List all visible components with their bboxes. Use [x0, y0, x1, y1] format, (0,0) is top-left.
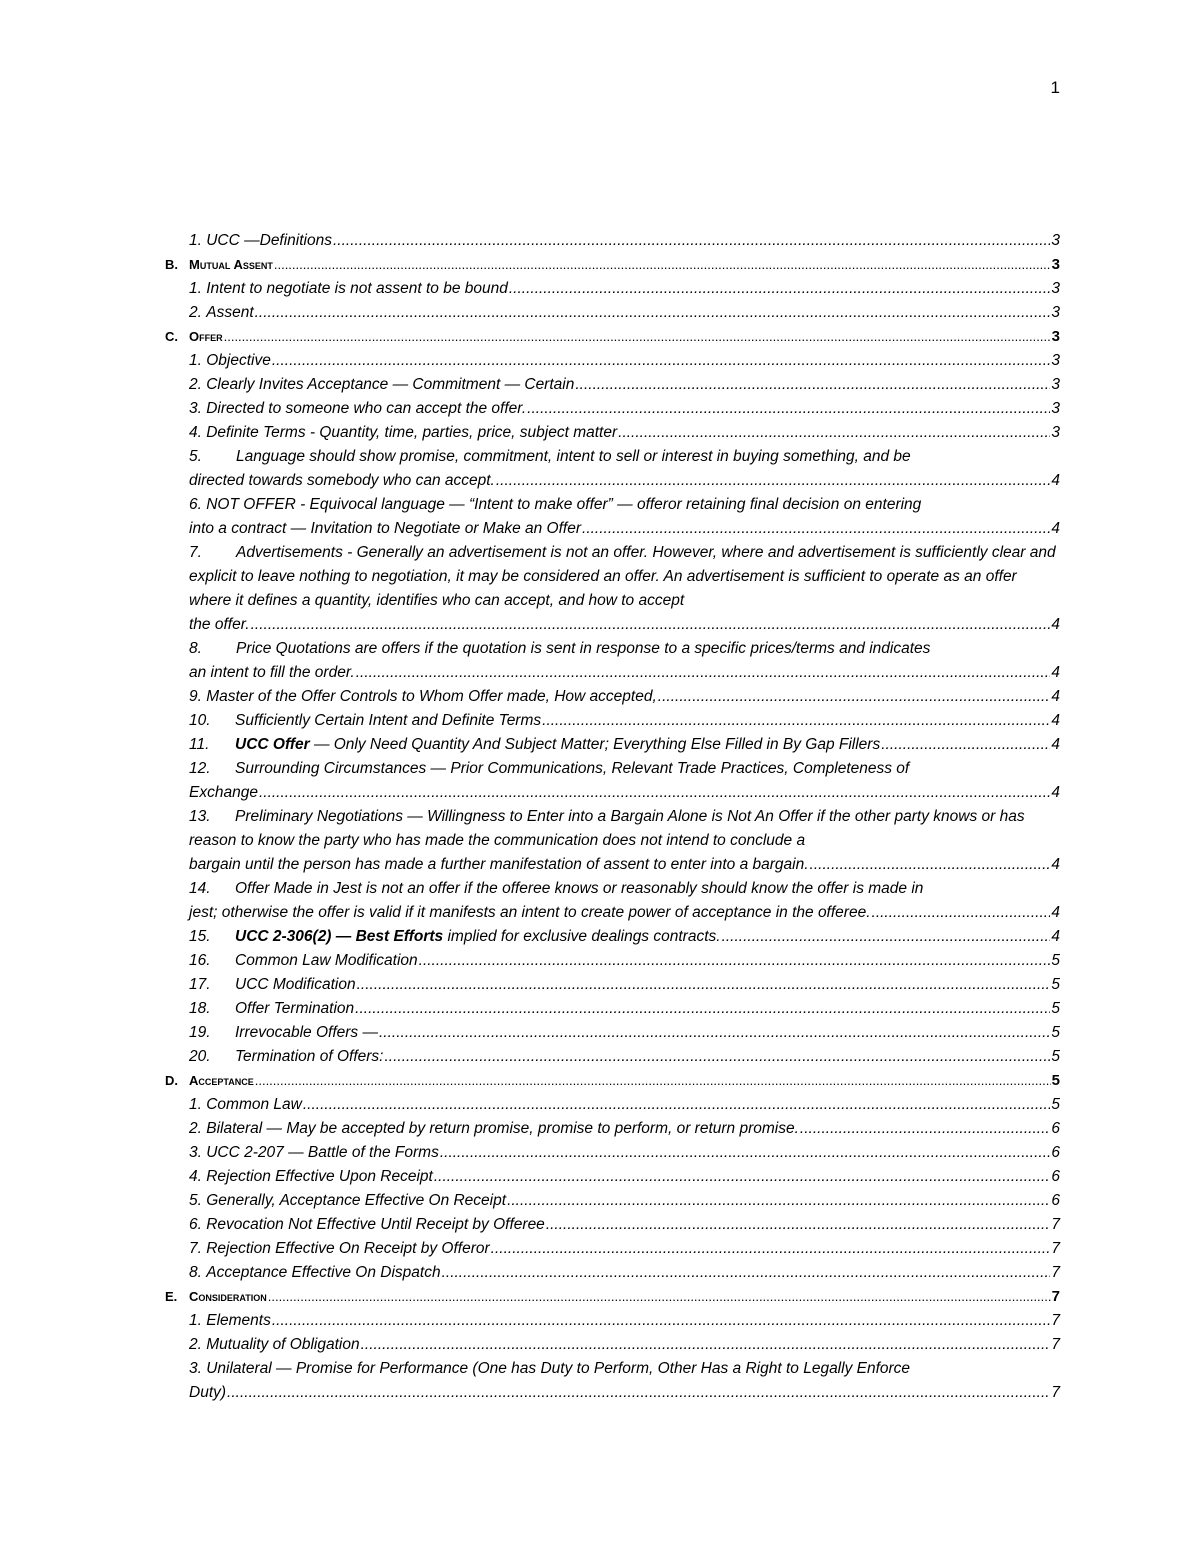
toc-item-title: UCC Modification: [235, 976, 356, 993]
toc-item-number: 17.: [189, 976, 211, 993]
toc-item-text: Language should show promise, commitment, intent to sell or interest in buying something, and be: [236, 448, 911, 465]
toc-item-title: an intent to fill the order.: [189, 664, 355, 681]
toc-dot-leader: [575, 373, 1050, 397]
toc-item-text: NOT OFFER - Equivocal language — “Intent to make offer” — offeror retaining final decision on entering: [206, 496, 922, 513]
toc-item-text: Advertisements - Generally an advertisement is not an offer. However, where and advertisement is sufficiently clear and explicit to leave nothing to negotiation, it may be considered an offer. An advertisement is sufficient to operate as an offer where it defines a quantity, identifies who can accept, and how to accept: [189, 544, 1056, 609]
toc-item-title: Rejection Effective Upon Receipt: [206, 1168, 433, 1185]
toc-dot-leader: [272, 349, 1051, 373]
toc-item-number: 1.: [189, 1312, 207, 1329]
toc-dot-leader: [356, 661, 1051, 685]
toc-page-number: 3: [1051, 352, 1060, 369]
toc-entry[interactable]: [165, 685, 1060, 709]
toc-dot-leader: [434, 1165, 1051, 1189]
toc-entry[interactable]: [165, 1021, 1060, 1045]
toc-item-number: 5.: [189, 1192, 207, 1209]
toc-entry[interactable]: [165, 325, 1060, 349]
toc-item-title: Clearly Invites Acceptance — Commitment — Certain: [206, 376, 575, 393]
toc-item-title: Offer Termination: [235, 1000, 355, 1017]
toc-item-title: Intent to negotiate is not assent to be bound: [206, 280, 508, 297]
toc-entry[interactable]: [165, 301, 1060, 325]
toc-section-title: Consideration: [189, 1289, 267, 1304]
toc-entry-row: [189, 853, 1060, 877]
toc-section-title: Acceptance: [189, 1073, 254, 1088]
toc-item-number: 13.: [189, 808, 211, 825]
toc-item-number: 20.: [189, 1048, 211, 1065]
toc-dot-leader: [333, 229, 1050, 253]
toc-entry[interactable]: [165, 373, 1060, 397]
toc-entry[interactable]: [165, 1285, 1060, 1309]
toc-entry-row: [189, 685, 1060, 709]
toc-page-number: 7: [1051, 1288, 1060, 1305]
toc-page-number: 4: [1051, 520, 1060, 537]
toc-entry[interactable]: [165, 757, 1060, 805]
toc-dot-leader: [355, 997, 1050, 1021]
toc-entry[interactable]: [165, 805, 1060, 877]
toc-page-number: 6: [1051, 1120, 1060, 1137]
toc-item-title: Objective: [206, 352, 271, 369]
toc-item-title: Directed to someone who can accept the offer.: [206, 400, 527, 417]
toc-page-number: 5: [1051, 1072, 1060, 1089]
toc-entry[interactable]: [165, 1237, 1060, 1261]
toc-entry-row: [189, 301, 1060, 325]
toc-page-number: 4: [1051, 688, 1060, 705]
toc-item-text-lead: [189, 493, 1060, 517]
toc-item-text-lead: [189, 805, 1060, 853]
toc-item-title: Irrevocable Offers —: [235, 1024, 378, 1041]
toc-entry-row: [189, 1093, 1060, 1117]
toc-section-title: Offer: [189, 329, 223, 344]
toc-entry[interactable]: [165, 1117, 1060, 1141]
toc-dot-leader: [255, 1069, 1051, 1093]
toc-dot-leader: [722, 925, 1051, 949]
toc-entry-row: [189, 469, 1060, 493]
toc-item-title: Common Law: [206, 1096, 302, 1113]
toc-dot-leader: [274, 253, 1051, 277]
toc-entry-row: [189, 661, 1060, 685]
toc-page-number: 5: [1051, 1048, 1060, 1065]
toc-entry-row: [189, 1381, 1060, 1405]
toc-dot-leader: [618, 421, 1050, 445]
toc-entry-row: [165, 1069, 1060, 1093]
toc-page-number: 7: [1051, 1264, 1060, 1281]
toc-entry-row: [189, 397, 1060, 421]
toc-item-text: Preliminary Negotiations — Willingness to Enter into a Bargain Alone is Not An Offer if the other party knows or has reason to know the party who has made the communication does not intend to conclude a: [189, 808, 1025, 849]
toc-page-number: 7: [1051, 1384, 1060, 1401]
toc-entry[interactable]: [165, 1045, 1060, 1069]
toc-entry-row: [189, 421, 1060, 445]
toc-section-title: Mutual Assent: [189, 257, 273, 272]
toc-item-number: 7.: [189, 1240, 207, 1257]
toc-page-number: 5: [1051, 1024, 1060, 1041]
toc-page-number: 4: [1051, 616, 1060, 633]
toc-entry[interactable]: [165, 1213, 1060, 1237]
page-number: 1: [1050, 78, 1060, 97]
toc-dot-leader: [303, 1093, 1051, 1117]
toc-page-number: 4: [1051, 664, 1060, 681]
toc-item-bold-text: UCC Offer: [235, 736, 310, 753]
toc-entry[interactable]: [165, 925, 1060, 949]
toc-item-title: — Only Need Quantity And Subject Matter; Everything Else Filled in By Gap Fillers: [309, 736, 881, 753]
toc-entry-row: [189, 1189, 1060, 1213]
toc-entry[interactable]: [165, 733, 1060, 757]
toc-page-number: 3: [1051, 424, 1060, 441]
toc-item-number: 11.: [189, 736, 210, 753]
toc-entry-row: [189, 1237, 1060, 1261]
toc-entry[interactable]: [165, 1309, 1060, 1333]
toc-dot-leader: [440, 1141, 1051, 1165]
toc-dot-leader: [251, 613, 1051, 637]
toc-entry[interactable]: [165, 1261, 1060, 1285]
toc-entry[interactable]: [165, 997, 1060, 1021]
toc-page-number: 3: [1051, 232, 1060, 249]
toc-item-text: Offer Made in Jest is not an offer if the offeree knows or reasonably should know the offer is made in: [235, 880, 924, 897]
toc-page-number: 4: [1051, 472, 1060, 489]
toc-entry-row: [189, 517, 1060, 541]
toc-section-letter: B.: [165, 257, 178, 272]
toc-item-number: 7.: [189, 544, 202, 561]
toc-dot-leader: [496, 469, 1051, 493]
toc-dot-leader: [872, 901, 1051, 925]
toc-page-number: 3: [1051, 400, 1060, 417]
toc-dot-leader: [227, 1381, 1050, 1405]
toc-page-number: 5: [1051, 1096, 1060, 1113]
toc-item-title: Definite Terms - Quantity, time, parties, price, subject matter: [206, 424, 618, 441]
toc-item-title: implied for exclusive dealings contracts.: [443, 928, 721, 945]
toc-page-number: 6: [1051, 1168, 1060, 1185]
toc-entry-row: [189, 709, 1060, 733]
toc-dot-leader: [361, 1333, 1051, 1357]
toc-entry[interactable]: [165, 445, 1060, 493]
toc-item-number: 9.: [189, 688, 207, 705]
toc-page-number: 4: [1051, 904, 1060, 921]
toc-dot-leader: [800, 1117, 1050, 1141]
toc-item-title: Duty): [189, 1384, 227, 1401]
toc-dot-leader: [357, 973, 1051, 997]
toc-entry-row: [189, 373, 1060, 397]
toc-entry-row: [189, 973, 1060, 997]
toc-page-number: 4: [1051, 928, 1060, 945]
toc-page-number: 3: [1051, 280, 1060, 297]
toc-entry-row: [189, 613, 1060, 637]
toc-item-number: 4.: [189, 1168, 207, 1185]
toc-entry[interactable]: [165, 1333, 1060, 1357]
toc-item-title: Master of the Offer Controls to Whom Offer made, How accepted,: [206, 688, 657, 705]
toc-item-number: 1.: [189, 232, 207, 249]
toc-entry[interactable]: [165, 1069, 1060, 1093]
toc-entry[interactable]: [165, 1141, 1060, 1165]
toc-item-bold-text: UCC 2-306(2) — Best Efforts: [235, 928, 444, 945]
toc-entry[interactable]: [165, 1357, 1060, 1405]
toc-page-number: 4: [1051, 784, 1060, 801]
toc-item-number: 3.: [189, 1360, 207, 1377]
toc-entry-row: [189, 997, 1060, 1021]
toc-item-title: Common Law Modification: [235, 952, 418, 969]
toc-item-number: 19.: [189, 1024, 211, 1041]
toc-item-title: Assent: [206, 304, 254, 321]
toc-entry[interactable]: [165, 493, 1060, 541]
toc-item-number: 10.: [189, 712, 211, 729]
toc-item-text-lead: [189, 757, 1060, 781]
toc-page-number: 3: [1051, 328, 1060, 345]
toc-entry-row: [189, 1165, 1060, 1189]
toc-entry-row: [189, 1261, 1060, 1285]
toc-page-number: 7: [1051, 1240, 1060, 1257]
toc-entry[interactable]: [165, 277, 1060, 301]
toc-item-title: Exchange: [189, 784, 258, 801]
toc-dot-leader: [527, 397, 1050, 421]
toc-dot-leader: [546, 1213, 1051, 1237]
toc-item-number: 6.: [189, 1216, 207, 1233]
toc-item-text: Surrounding Circumstances — Prior Communications, Relevant Trade Practices, Completeness of: [235, 760, 910, 777]
toc-item-number: 8.: [189, 1264, 207, 1281]
toc-entry[interactable]: [165, 349, 1060, 373]
toc-item-title: Elements: [206, 1312, 271, 1329]
toc-dot-leader: [272, 1309, 1051, 1333]
toc-dot-leader: [442, 1261, 1051, 1285]
toc-page-number: 5: [1051, 952, 1060, 969]
toc-entry-row: [189, 349, 1060, 373]
toc-dot-leader: [255, 301, 1051, 325]
toc-page-number: 4: [1051, 712, 1060, 729]
toc-section-letter: E.: [165, 1289, 178, 1304]
toc-entry[interactable]: [165, 421, 1060, 445]
toc-entry-row: [189, 733, 1060, 757]
toc-item-title: Revocation Not Effective Until Receipt by Offeree: [206, 1216, 545, 1233]
toc-entry[interactable]: [165, 253, 1060, 277]
toc-page-number: 7: [1051, 1336, 1060, 1353]
toc-entry-row: [189, 901, 1060, 925]
toc-dot-leader: [509, 277, 1051, 301]
toc-item-title: into a contract — Invitation to Negotiate or Make an Offer: [189, 520, 582, 537]
toc-item-number: 18.: [189, 1000, 211, 1017]
toc-entry[interactable]: [165, 1165, 1060, 1189]
toc-dot-leader: [542, 709, 1050, 733]
toc-dot-leader: [224, 325, 1051, 349]
toc-item-number: 3.: [189, 400, 207, 417]
toc-item-title: Rejection Effective On Receipt by Offeror: [206, 1240, 490, 1257]
toc-page-number: 7: [1051, 1216, 1060, 1233]
toc-item-number: 2.: [189, 304, 207, 321]
table-of-contents: [165, 229, 1060, 1405]
toc-item-title: Acceptance Effective On Dispatch: [206, 1264, 441, 1281]
toc-page-number: 6: [1051, 1192, 1060, 1209]
toc-item-number: 16.: [189, 952, 211, 969]
toc-item-number: 2.: [189, 1120, 207, 1137]
toc-section-letter: D.: [165, 1073, 178, 1088]
toc-dot-leader: [658, 685, 1051, 709]
toc-item-title: UCC —Definitions: [206, 232, 332, 249]
toc-page-number: 5: [1051, 976, 1060, 993]
toc-item-text-lead: [189, 637, 1060, 661]
toc-item-number: 3.: [189, 1144, 207, 1161]
toc-entry[interactable]: [165, 229, 1060, 253]
toc-entry[interactable]: [165, 949, 1060, 973]
toc-item-number: 12.: [189, 760, 211, 777]
toc-entry[interactable]: [165, 877, 1060, 925]
toc-page-number: 6: [1051, 1144, 1060, 1161]
toc-item-text: Unilateral — Promise for Performance (One has Duty to Perform, Other Has a Right to Legally Enforce: [206, 1360, 911, 1377]
toc-item-title: the offer.: [189, 616, 250, 633]
toc-item-number: 1.: [189, 352, 207, 369]
toc-entry[interactable]: [165, 397, 1060, 421]
toc-entry-row: [189, 1021, 1060, 1045]
toc-page-number: 3: [1051, 376, 1060, 393]
toc-item-number: 15.: [189, 928, 211, 945]
toc-entry[interactable]: [165, 973, 1060, 997]
toc-entry[interactable]: [165, 637, 1060, 685]
toc-dot-leader: [268, 1285, 1051, 1309]
toc-item-number: 5.: [189, 448, 202, 465]
toc-page-number: 7: [1051, 1312, 1060, 1329]
toc-item-title: jest; otherwise the offer is valid if it manifests an intent to create power of acceptance in the offeree.: [189, 904, 871, 921]
toc-item-number: 14.: [189, 880, 211, 897]
toc-item-number: 1.: [189, 1096, 207, 1113]
toc-dot-leader: [507, 1189, 1050, 1213]
toc-entry-row: [189, 1309, 1060, 1333]
toc-entry-row: [189, 1045, 1060, 1069]
toc-item-number: 2.: [189, 1336, 207, 1353]
toc-entry-row: [165, 325, 1060, 349]
toc-entry-row: [189, 229, 1060, 253]
toc-entry-row: [165, 253, 1060, 277]
toc-page-number: 3: [1051, 256, 1060, 273]
toc-entry-row: [189, 949, 1060, 973]
toc-entry[interactable]: [165, 1093, 1060, 1117]
toc-item-title: directed towards somebody who can accept.: [189, 472, 495, 489]
toc-dot-leader: [259, 781, 1050, 805]
toc-item-text: Price Quotations are offers if the quotation is sent in response to a specific prices/terms and indicates: [236, 640, 931, 657]
toc-entry-row: [189, 1213, 1060, 1237]
toc-dot-leader: [582, 517, 1050, 541]
toc-entry-row: [189, 925, 1060, 949]
toc-item-title: Sufficiently Certain Intent and Definite Terms: [235, 712, 542, 729]
toc-entry[interactable]: [165, 1189, 1060, 1213]
toc-page-number: 4: [1051, 736, 1060, 753]
toc-entry-row: [189, 1117, 1060, 1141]
toc-item-title: Bilateral — May be accepted by return promise, promise to perform, or return promise.: [206, 1120, 799, 1137]
toc-item-text-lead: [189, 877, 1060, 901]
toc-item-number: 8.: [189, 640, 202, 657]
toc-item-number: 6.: [189, 496, 207, 513]
toc-page-number: 5: [1051, 1000, 1060, 1017]
toc-item-title: Generally, Acceptance Effective On Receipt: [206, 1192, 507, 1209]
toc-page-number: 4: [1051, 856, 1060, 873]
toc-dot-leader: [491, 1237, 1051, 1261]
toc-item-number: 2.: [189, 376, 207, 393]
toc-entry-row: [189, 277, 1060, 301]
toc-entry-row: [165, 1285, 1060, 1309]
toc-dot-leader: [379, 1021, 1050, 1045]
toc-section-letter: C.: [165, 329, 178, 344]
toc-entry-row: [189, 781, 1060, 805]
toc-item-number: 4.: [189, 424, 207, 441]
toc-dot-leader: [810, 853, 1051, 877]
toc-item-text-lead: [189, 541, 1060, 613]
toc-page-number: 3: [1051, 304, 1060, 321]
toc-entry-row: [189, 1333, 1060, 1357]
toc-dot-leader: [384, 1045, 1050, 1069]
toc-entry-row: [189, 1141, 1060, 1165]
toc-item-number: 1.: [189, 280, 207, 297]
toc-item-text-lead: [189, 1357, 1060, 1381]
toc-entry[interactable]: [165, 541, 1060, 637]
toc-item-title: Mutuality of Obligation: [206, 1336, 360, 1353]
toc-entry[interactable]: [165, 709, 1060, 733]
toc-dot-leader: [419, 949, 1051, 973]
toc-item-title: Termination of Offers:: [235, 1048, 384, 1065]
toc-item-text-lead: [189, 445, 1060, 469]
toc-item-title: UCC 2-207 — Battle of the Forms: [206, 1144, 439, 1161]
toc-item-title: bargain until the person has made a further manifestation of assent to enter into a bargain.: [189, 856, 809, 873]
toc-dot-leader: [881, 733, 1050, 757]
